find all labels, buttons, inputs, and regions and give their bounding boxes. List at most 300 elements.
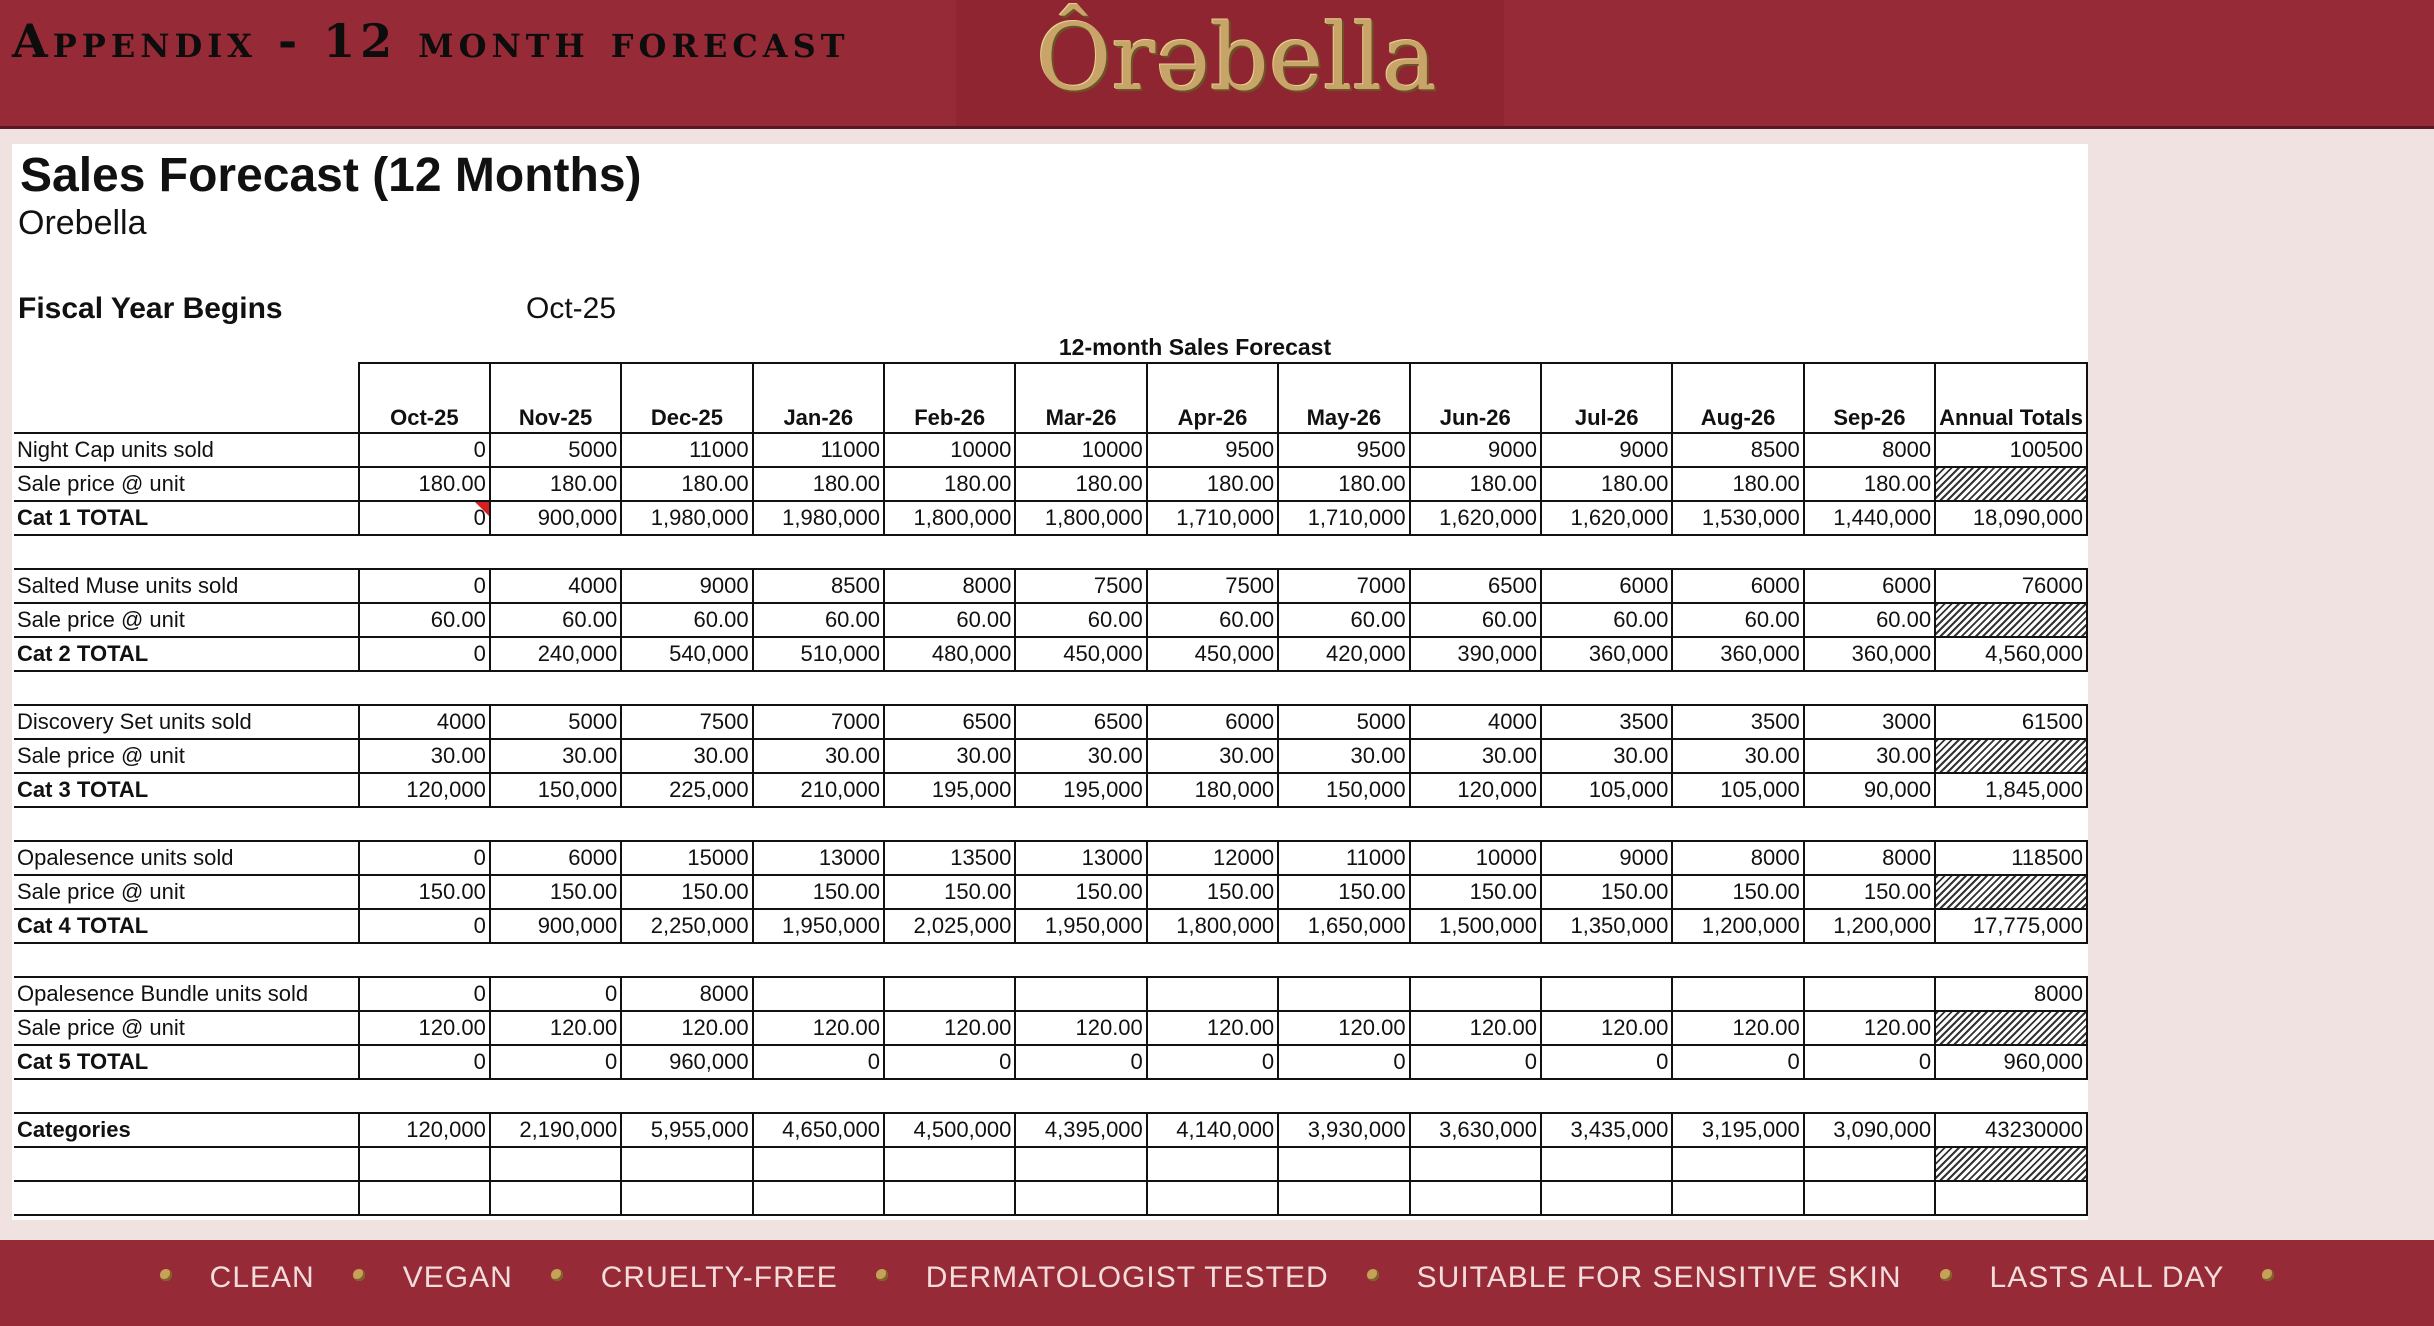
value-cell: 9000	[1541, 841, 1672, 875]
value-cell: 120,000	[1410, 773, 1541, 807]
value-cell: 210,000	[753, 773, 884, 807]
value-cell: 6000	[1804, 569, 1935, 603]
value-cell: 180.00	[1410, 467, 1541, 501]
value-cell: 4000	[490, 569, 621, 603]
empty-row	[14, 1147, 2087, 1181]
spacer-row	[14, 671, 2087, 705]
value-cell: 0	[1804, 1045, 1935, 1079]
value-cell: 120.00	[621, 1011, 752, 1045]
value-cell: 150.00	[1672, 875, 1803, 909]
value-cell: 7000	[753, 705, 884, 739]
empty-cell	[490, 1147, 621, 1181]
value-cell: 3500	[1672, 705, 1803, 739]
footer-bar	[0, 1240, 2434, 1326]
sheet-title: Sales Forecast (12 Months)	[20, 149, 642, 202]
value-cell: 6000	[1672, 569, 1803, 603]
value-cell: 0	[884, 1045, 1015, 1079]
value-cell: 10000	[884, 433, 1015, 467]
gold-bullet-icon	[551, 1269, 563, 1281]
value-cell: 1,440,000	[1804, 501, 1935, 535]
value-cell: 7500	[1147, 569, 1278, 603]
value-cell: 180.00	[359, 467, 490, 501]
value-cell: 30.00	[753, 739, 884, 773]
row-label: Sale price @ unit	[14, 739, 359, 773]
value-cell: 1,620,000	[1410, 501, 1541, 535]
empty-cell	[1672, 1181, 1803, 1215]
row-label: Cat 2 TOTAL	[14, 637, 359, 671]
value-cell: 360,000	[1541, 637, 1672, 671]
value-cell: 13500	[884, 841, 1015, 875]
value-cell: 150.00	[1278, 875, 1409, 909]
page-title: Appendix - 12 month forecast	[12, 14, 850, 68]
value-cell: 30.00	[1804, 739, 1935, 773]
row-label: Opalesence units sold	[14, 841, 359, 875]
value-cell: 0	[359, 909, 490, 943]
value-cell: 360,000	[1672, 637, 1803, 671]
empty-cell	[753, 1147, 884, 1181]
annual-cell: 18,090,000	[1935, 501, 2087, 535]
table-row	[14, 977, 2087, 1011]
value-cell: 1,200,000	[1804, 909, 1935, 943]
month-header: Feb-26	[884, 363, 1015, 433]
table-row	[14, 909, 2087, 943]
row-label: Sale price @ unit	[14, 467, 359, 501]
value-cell: 2,250,000	[621, 909, 752, 943]
value-cell: 450,000	[1015, 637, 1146, 671]
value-cell: 1,950,000	[1015, 909, 1146, 943]
table-header-row	[14, 363, 2087, 433]
value-cell: 105,000	[1672, 773, 1803, 807]
value-cell: 0	[1015, 1045, 1146, 1079]
value-cell: 1,530,000	[1672, 501, 1803, 535]
annual-cell: 61500	[1935, 705, 2087, 739]
empty-cell	[621, 1147, 752, 1181]
spacer-row	[14, 807, 2087, 841]
summary-value: 4,650,000	[753, 1113, 884, 1147]
value-cell: 1,200,000	[1672, 909, 1803, 943]
empty-cell	[1147, 1147, 1278, 1181]
header-bar	[0, 0, 2434, 129]
value-cell: 150.00	[621, 875, 752, 909]
empty-cell	[621, 1181, 752, 1215]
annual-hatched-cell	[1935, 1011, 2087, 1045]
value-cell: 180.00	[1147, 467, 1278, 501]
value-cell: 120.00	[1147, 1011, 1278, 1045]
value-cell: 9000	[621, 569, 752, 603]
annual-hatched-cell	[1935, 467, 2087, 501]
spacer-row	[14, 535, 2087, 569]
gold-bullet-icon	[1367, 1269, 1379, 1281]
value-cell: 150.00	[753, 875, 884, 909]
summary-row	[14, 1113, 2087, 1147]
empty-cell	[359, 1147, 490, 1181]
value-cell: 150,000	[1278, 773, 1409, 807]
value-cell: 120.00	[1672, 1011, 1803, 1045]
value-cell: 5000	[490, 705, 621, 739]
value-cell: 450,000	[1147, 637, 1278, 671]
orebella-logo: Ôrəbella	[1036, 4, 1437, 111]
value-cell: 60.00	[359, 603, 490, 637]
month-header: Jun-26	[1410, 363, 1541, 433]
value-cell: 180.00	[1278, 467, 1409, 501]
value-cell	[884, 977, 1015, 1011]
value-cell: 60.00	[1410, 603, 1541, 637]
value-cell: 6500	[1015, 705, 1146, 739]
value-cell: 180.00	[1015, 467, 1146, 501]
table-row	[14, 433, 2087, 467]
value-cell: 60.00	[753, 603, 884, 637]
value-cell: 60.00	[1541, 603, 1672, 637]
value-cell: 0	[753, 1045, 884, 1079]
annual-cell: 4,560,000	[1935, 637, 2087, 671]
empty-cell	[1147, 1181, 1278, 1215]
value-cell: 7500	[1015, 569, 1146, 603]
value-cell: 30.00	[621, 739, 752, 773]
value-cell: 0	[359, 637, 490, 671]
value-cell: 13000	[753, 841, 884, 875]
value-cell	[1672, 977, 1803, 1011]
value-cell: 960,000	[621, 1045, 752, 1079]
value-cell: 8000	[1804, 841, 1935, 875]
value-cell: 1,650,000	[1278, 909, 1409, 943]
empty-row	[14, 1181, 2087, 1215]
table-row	[14, 773, 2087, 807]
month-header: Jan-26	[753, 363, 884, 433]
summary-value: 120,000	[359, 1113, 490, 1147]
value-cell: 120.00	[1541, 1011, 1672, 1045]
value-cell: 0	[1672, 1045, 1803, 1079]
product-claims	[0, 1260, 2434, 1295]
value-cell: 6000	[1541, 569, 1672, 603]
value-cell: 60.00	[884, 603, 1015, 637]
value-cell: 8000	[1672, 841, 1803, 875]
value-cell: 120.00	[753, 1011, 884, 1045]
value-cell: 30.00	[1015, 739, 1146, 773]
annual-hatched-cell	[1935, 603, 2087, 637]
empty-cell	[1935, 1181, 2087, 1215]
value-cell: 8000	[621, 977, 752, 1011]
empty-cell	[1015, 1181, 1146, 1215]
claim-item: VEGAN	[402, 1261, 513, 1295]
spacer-row	[14, 943, 2087, 977]
value-cell: 0	[359, 433, 490, 467]
value-cell: 150.00	[359, 875, 490, 909]
empty-cell	[884, 1181, 1015, 1215]
value-cell: 9500	[1147, 433, 1278, 467]
empty-cell	[359, 1181, 490, 1215]
empty-cell	[1278, 1181, 1409, 1215]
value-cell: 120.00	[1278, 1011, 1409, 1045]
value-cell: 900,000	[490, 909, 621, 943]
value-cell: 195,000	[884, 773, 1015, 807]
summary-label: Categories	[14, 1113, 359, 1147]
value-cell: 195,000	[1015, 773, 1146, 807]
row-label: Sale price @ unit	[14, 1011, 359, 1045]
value-cell: 180,000	[1147, 773, 1278, 807]
annual-cell: 1,845,000	[1935, 773, 2087, 807]
value-cell: 30.00	[1278, 739, 1409, 773]
value-cell: 150,000	[490, 773, 621, 807]
value-cell: 480,000	[884, 637, 1015, 671]
value-cell: 105,000	[1541, 773, 1672, 807]
value-cell: 0	[490, 1045, 621, 1079]
value-cell: 9000	[1541, 433, 1672, 467]
value-cell: 1,980,000	[621, 501, 752, 535]
forecast-caption-text: 12-month Sales Forecast	[1058, 334, 1332, 360]
value-cell: 1,350,000	[1541, 909, 1672, 943]
annual-cell: 17,775,000	[1935, 909, 2087, 943]
value-cell: 120.00	[359, 1011, 490, 1045]
row-label: Sale price @ unit	[14, 875, 359, 909]
annual-hatched-cell	[1935, 875, 2087, 909]
value-cell: 4000	[359, 705, 490, 739]
table-row	[14, 637, 2087, 671]
value-cell: 150.00	[1147, 875, 1278, 909]
value-cell: 11000	[621, 433, 752, 467]
table-row	[14, 501, 2087, 535]
value-cell: 0	[1147, 1045, 1278, 1079]
value-cell: 120,000	[359, 773, 490, 807]
value-cell: 8000	[1804, 433, 1935, 467]
value-cell: 120.00	[490, 1011, 621, 1045]
table-row	[14, 467, 2087, 501]
summary-value: 3,090,000	[1804, 1113, 1935, 1147]
value-cell: 60.00	[621, 603, 752, 637]
row-label: Salted Muse units sold	[14, 569, 359, 603]
value-cell: 150.00	[1410, 875, 1541, 909]
value-cell: 225,000	[621, 773, 752, 807]
value-cell: 7500	[621, 705, 752, 739]
value-cell: 180.00	[1541, 467, 1672, 501]
row-label: Night Cap units sold	[14, 433, 359, 467]
summary-value: 2,190,000	[490, 1113, 621, 1147]
value-cell: 11000	[1278, 841, 1409, 875]
row-label: Cat 4 TOTAL	[14, 909, 359, 943]
fiscal-year-label: Fiscal Year Begins	[18, 292, 283, 325]
empty-cell	[1015, 1147, 1146, 1181]
claim-item: CLEAN	[209, 1261, 315, 1295]
summary-value: 4,500,000	[884, 1113, 1015, 1147]
empty-cell	[1541, 1147, 1672, 1181]
annual-cell: 960,000	[1935, 1045, 2087, 1079]
value-cell	[1015, 977, 1146, 1011]
company-name: Orebella	[18, 204, 147, 242]
value-cell: 0	[490, 977, 621, 1011]
value-cell: 240,000	[490, 637, 621, 671]
value-cell: 60.00	[1147, 603, 1278, 637]
annual-hatched-cell	[1935, 739, 2087, 773]
annual-cell: 118500	[1935, 841, 2087, 875]
value-cell: 390,000	[1410, 637, 1541, 671]
row-label: Opalesence Bundle units sold	[14, 977, 359, 1011]
empty-cell	[884, 1147, 1015, 1181]
summary-value: 4,140,000	[1147, 1113, 1278, 1147]
table-row	[14, 875, 2087, 909]
value-cell: 0	[359, 841, 490, 875]
spacer-cell	[14, 807, 2087, 841]
spacer-cell	[14, 943, 2087, 977]
spacer-cell	[14, 671, 2087, 705]
value-cell: 3000	[1804, 705, 1935, 739]
gold-bullet-icon	[353, 1269, 365, 1281]
row-label: Discovery Set units sold	[14, 705, 359, 739]
value-cell: 60.00	[1278, 603, 1409, 637]
table-row	[14, 841, 2087, 875]
table-row	[14, 569, 2087, 603]
summary-value: 3,435,000	[1541, 1113, 1672, 1147]
value-cell: 120.00	[1015, 1011, 1146, 1045]
spacer-row	[14, 1079, 2087, 1113]
annual-cell: 100500	[1935, 433, 2087, 467]
value-cell: 8000	[884, 569, 1015, 603]
value-cell: 10000	[1410, 841, 1541, 875]
empty-cell	[1804, 1147, 1935, 1181]
value-cell: 30.00	[1541, 739, 1672, 773]
row-label: Cat 3 TOTAL	[14, 773, 359, 807]
value-cell: 1,710,000	[1278, 501, 1409, 535]
value-cell: 30.00	[1147, 739, 1278, 773]
value-cell	[1410, 977, 1541, 1011]
value-cell: 13000	[1015, 841, 1146, 875]
header-blank-cell	[14, 363, 359, 433]
value-cell: 9000	[1410, 433, 1541, 467]
value-cell: 6500	[884, 705, 1015, 739]
gold-bullet-icon	[2262, 1269, 2274, 1281]
value-cell: 180.00	[490, 467, 621, 501]
row-label: Cat 1 TOTAL	[14, 501, 359, 535]
value-cell: 3500	[1541, 705, 1672, 739]
value-cell: 0	[1278, 1045, 1409, 1079]
gold-bullet-icon	[160, 1269, 172, 1281]
annual-totals-header: Annual Totals	[1935, 363, 2087, 433]
claim-item: LASTS ALL DAY	[1989, 1261, 2225, 1295]
value-cell: 180.00	[753, 467, 884, 501]
value-cell: 0	[359, 1045, 490, 1079]
value-cell: 150.00	[884, 875, 1015, 909]
month-header: Apr-26	[1147, 363, 1278, 433]
value-cell: 150.00	[1015, 875, 1146, 909]
month-header: Aug-26	[1672, 363, 1803, 433]
value-cell: 0	[1410, 1045, 1541, 1079]
value-cell: 1,500,000	[1410, 909, 1541, 943]
empty-cell	[1410, 1181, 1541, 1215]
value-cell: 10000	[1015, 433, 1146, 467]
forecast-table	[14, 362, 2088, 1216]
value-cell: 30.00	[359, 739, 490, 773]
value-cell: 360,000	[1804, 637, 1935, 671]
value-cell: 15000	[621, 841, 752, 875]
value-cell: 30.00	[884, 739, 1015, 773]
table-row	[14, 739, 2087, 773]
value-cell: 120.00	[1804, 1011, 1935, 1045]
value-cell: 1,800,000	[884, 501, 1015, 535]
value-cell: 1,950,000	[753, 909, 884, 943]
summary-value: 3,195,000	[1672, 1113, 1803, 1147]
fiscal-year-value: Oct-25	[526, 292, 617, 325]
empty-cell	[1278, 1147, 1409, 1181]
annual-hatched-cell	[1935, 1147, 2087, 1181]
value-cell: 60.00	[490, 603, 621, 637]
value-cell: 510,000	[753, 637, 884, 671]
value-cell: 0	[359, 569, 490, 603]
value-cell: 30.00	[1410, 739, 1541, 773]
value-cell: 1,980,000	[753, 501, 884, 535]
summary-value: 5,955,000	[621, 1113, 752, 1147]
summary-annual: 43230000	[1935, 1113, 2087, 1147]
value-cell: 1,710,000	[1147, 501, 1278, 535]
summary-value: 4,395,000	[1015, 1113, 1146, 1147]
value-cell: 60.00	[1804, 603, 1935, 637]
value-cell: 60.00	[1672, 603, 1803, 637]
value-cell: 180.00	[1804, 467, 1935, 501]
value-cell: 11000	[753, 433, 884, 467]
table-row	[14, 1011, 2087, 1045]
value-cell: 8500	[753, 569, 884, 603]
spacer-cell	[14, 1079, 2087, 1113]
value-cell: 2,025,000	[884, 909, 1015, 943]
value-cell	[753, 977, 884, 1011]
value-cell: 6000	[490, 841, 621, 875]
month-header: Nov-25	[490, 363, 621, 433]
value-cell: 30.00	[1672, 739, 1803, 773]
value-cell: 120.00	[1410, 1011, 1541, 1045]
value-cell: 90,000	[1804, 773, 1935, 807]
value-cell: 180.00	[621, 467, 752, 501]
empty-cell	[753, 1181, 884, 1215]
value-cell	[1147, 977, 1278, 1011]
summary-value: 3,930,000	[1278, 1113, 1409, 1147]
row-label: Sale price @ unit	[14, 603, 359, 637]
value-cell: 0	[359, 977, 490, 1011]
value-cell: 0	[1541, 1045, 1672, 1079]
row-label: Cat 5 TOTAL	[14, 1045, 359, 1079]
value-cell: 420,000	[1278, 637, 1409, 671]
forecast-caption	[12, 334, 2078, 361]
empty-label-cell	[14, 1147, 359, 1181]
value-cell: 30.00	[490, 739, 621, 773]
value-cell: 0	[359, 501, 490, 535]
value-cell: 60.00	[1015, 603, 1146, 637]
table-row	[14, 705, 2087, 739]
empty-cell	[1672, 1147, 1803, 1181]
value-cell: 4000	[1410, 705, 1541, 739]
value-cell: 180.00	[1672, 467, 1803, 501]
table-row	[14, 1045, 2087, 1079]
empty-cell	[490, 1181, 621, 1215]
value-cell: 5000	[490, 433, 621, 467]
value-cell: 6000	[1147, 705, 1278, 739]
value-cell: 120.00	[884, 1011, 1015, 1045]
empty-cell	[1410, 1147, 1541, 1181]
empty-cell	[1541, 1181, 1672, 1215]
spreadsheet-image	[12, 144, 2088, 1220]
month-header: May-26	[1278, 363, 1409, 433]
claim-item: DERMATOLOGIST TESTED	[925, 1261, 1329, 1295]
month-header: Jul-26	[1541, 363, 1672, 433]
value-cell: 900,000	[490, 501, 621, 535]
annual-cell: 8000	[1935, 977, 2087, 1011]
spacer-cell	[14, 535, 2087, 569]
value-cell: 150.00	[1804, 875, 1935, 909]
table-row	[14, 603, 2087, 637]
gold-bullet-icon	[876, 1269, 888, 1281]
value-cell: 7000	[1278, 569, 1409, 603]
empty-cell	[1804, 1181, 1935, 1215]
value-cell: 5000	[1278, 705, 1409, 739]
claim-item: CRUELTY-FREE	[600, 1261, 838, 1295]
empty-label-cell	[14, 1181, 359, 1215]
value-cell	[1541, 977, 1672, 1011]
